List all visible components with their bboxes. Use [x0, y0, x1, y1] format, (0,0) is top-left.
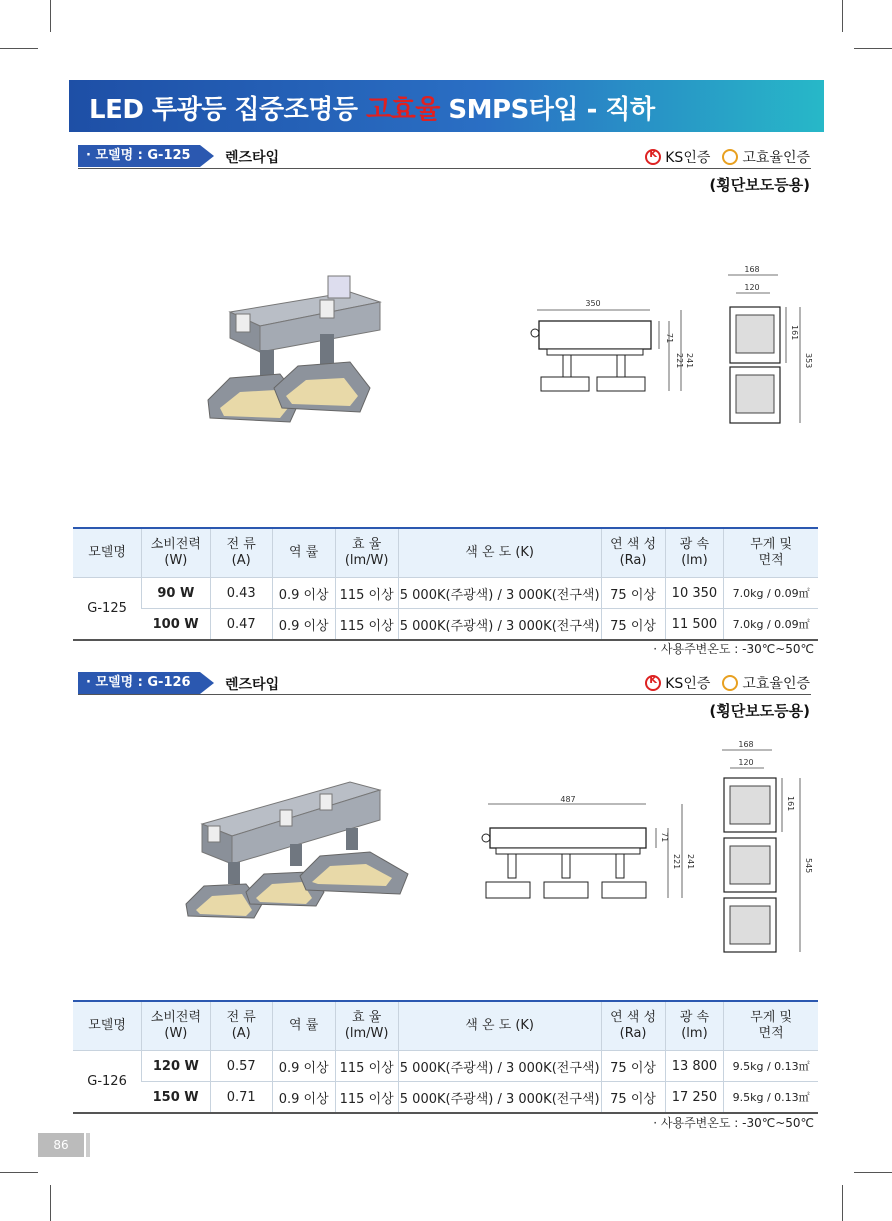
header-cell: 색 온 도 (K)	[398, 528, 601, 578]
dim-71: 71	[660, 832, 669, 843]
crop-mark	[0, 48, 38, 49]
page-number-tick	[86, 1133, 90, 1157]
cct-cell: 5 000K(주광색) / 3 000K(전구색)	[398, 609, 601, 641]
cct-cell: 5 000K(주광색) / 3 000K(전구색)	[398, 1082, 601, 1114]
header-cell: 무게 및 면적	[724, 528, 818, 578]
crop-mark	[50, 0, 51, 32]
lens-type: 렌즈타입	[225, 150, 280, 166]
flux-cell: 13 800	[665, 1051, 724, 1082]
header-cell: 소비전력 (W)	[142, 1001, 211, 1051]
divider	[78, 168, 811, 169]
header-cell: 모델명	[73, 1001, 142, 1051]
current-cell: 0.71	[210, 1082, 272, 1114]
dim-total: 545	[804, 858, 813, 874]
front-dimension-drawing	[527, 293, 694, 403]
dim-width: 350	[585, 299, 601, 308]
table-row	[73, 609, 818, 641]
model-cell: G-126	[73, 1051, 142, 1114]
title-text: SMPS타입 - 직하	[439, 95, 655, 125]
ks-cert-icon	[645, 675, 661, 691]
efficacy-cell: 115 이상	[335, 609, 398, 641]
dim-161: 161	[790, 325, 799, 341]
lens-type: 렌즈타입	[225, 677, 280, 693]
current-cell: 0.47	[210, 609, 272, 641]
usage-label: (횡단보도등용)	[709, 176, 810, 194]
flux-cell: 10 350	[665, 578, 724, 609]
power-cell: 90 W	[142, 578, 210, 609]
efficiency-cert-label: 고효율인증	[742, 150, 810, 166]
weight-cell: 9.5kg / 0.13㎡	[724, 1051, 818, 1082]
efficacy-cell: 115 이상	[335, 578, 398, 609]
pf-cell: 0.9 이상	[272, 1082, 335, 1114]
header-cell: 효 율 (lm/W)	[335, 528, 398, 578]
header-cell: 모델명	[73, 528, 142, 578]
cri-cell: 75 이상	[601, 1082, 665, 1114]
cct-cell: 5 000K(주광색) / 3 000K(전구색)	[398, 578, 601, 609]
efficiency-cert-label: 고효율인증	[742, 676, 810, 692]
ambient-temp-note: · 사용주변온도 : -30℃~50℃	[653, 1116, 814, 1130]
power-cell: 150 W	[142, 1082, 211, 1114]
pf-cell: 0.9 이상	[272, 1051, 335, 1082]
efficacy-cell: 115 이상	[335, 1082, 398, 1114]
dim-221: 221	[675, 353, 684, 369]
flux-cell: 17 250	[665, 1082, 724, 1114]
power-cell: 100 W	[142, 609, 210, 641]
crop-mark	[0, 1172, 38, 1173]
model-label: · 모델명 : G-125	[78, 145, 200, 167]
dim-168: 168	[744, 265, 760, 274]
header-cell: 역 률	[272, 528, 335, 578]
current-cell: 0.57	[210, 1051, 272, 1082]
product-photo	[180, 770, 420, 920]
page-title	[89, 89, 655, 126]
dim-241: 241	[686, 854, 695, 870]
header-cell: 전 류 (A)	[210, 1001, 272, 1051]
efficiency-cert-icon	[722, 149, 738, 165]
spec-table	[73, 527, 818, 641]
weight-cell: 7.0kg / 0.09㎡	[724, 609, 818, 641]
certifications	[645, 673, 810, 693]
header-cell: 광 속 (lm)	[665, 1001, 724, 1051]
model-cell: G-125	[73, 578, 142, 641]
model-label: · 모델명 : G-126	[78, 672, 200, 694]
header-cell: 연 색 성 (Ra)	[601, 528, 665, 578]
table-header-row	[73, 1001, 818, 1051]
header-cell: 전 류 (A)	[210, 528, 272, 578]
cri-cell: 75 이상	[601, 1051, 665, 1082]
table-row	[73, 1051, 818, 1082]
usage-label: (횡단보도등용)	[709, 702, 810, 720]
dim-161: 161	[786, 796, 795, 812]
efficiency-cert-icon	[722, 675, 738, 691]
product-photo	[200, 270, 400, 430]
pf-cell: 0.9 이상	[272, 609, 335, 641]
side-dimension-drawing	[716, 738, 812, 960]
current-cell: 0.43	[210, 578, 272, 609]
efficacy-cell: 115 이상	[335, 1051, 398, 1082]
table-row	[73, 578, 818, 609]
table-header-row	[73, 528, 818, 578]
side-dimension-drawing	[722, 263, 812, 428]
crop-mark	[854, 1172, 892, 1173]
dim-120: 120	[738, 758, 754, 767]
crop-mark	[842, 1185, 843, 1221]
dim-width: 487	[560, 795, 576, 804]
ks-cert-label: KS인증	[665, 676, 711, 692]
dim-241: 241	[685, 353, 694, 369]
title-text: LED 투광등 집중조명등	[89, 95, 366, 125]
cct-cell: 5 000K(주광색) / 3 000K(전구색)	[398, 1051, 601, 1082]
dim-168: 168	[738, 740, 754, 749]
header-cell: 무게 및 면적	[724, 1001, 818, 1051]
dim-120: 120	[744, 283, 760, 292]
crop-mark	[854, 48, 892, 49]
flux-cell: 11 500	[665, 609, 724, 641]
dim-71: 71	[665, 333, 674, 344]
header-cell: 연 색 성 (Ra)	[601, 1001, 665, 1051]
ks-cert-label: KS인증	[665, 150, 711, 166]
table-row	[73, 1082, 818, 1114]
cri-cell: 75 이상	[601, 609, 665, 641]
ambient-temp-note: · 사용주변온도 : -30℃~50℃	[653, 642, 814, 656]
crop-mark	[50, 1185, 51, 1221]
certifications	[645, 147, 810, 167]
header-cell: 광 속 (lm)	[665, 528, 724, 578]
crop-mark	[842, 0, 843, 32]
power-cell: 120 W	[142, 1051, 211, 1082]
page-number: 86	[38, 1133, 84, 1157]
dim-total: 353	[804, 353, 813, 369]
title-banner	[69, 80, 824, 132]
header-cell: 소비전력 (W)	[142, 528, 210, 578]
weight-cell: 9.5kg / 0.13㎡	[724, 1082, 818, 1114]
ks-cert-icon	[645, 149, 661, 165]
pf-cell: 0.9 이상	[272, 578, 335, 609]
weight-cell: 7.0kg / 0.09㎡	[724, 578, 818, 609]
header-cell: 역 률	[272, 1001, 335, 1051]
header-cell: 효 율 (lm/W)	[335, 1001, 398, 1051]
spec-table	[73, 1000, 818, 1114]
title-highlight: 고효율	[366, 95, 440, 125]
cri-cell: 75 이상	[601, 578, 665, 609]
front-dimension-drawing	[478, 792, 693, 907]
dim-221: 221	[672, 854, 681, 870]
header-cell: 색 온 도 (K)	[398, 1001, 601, 1051]
divider	[78, 694, 811, 695]
